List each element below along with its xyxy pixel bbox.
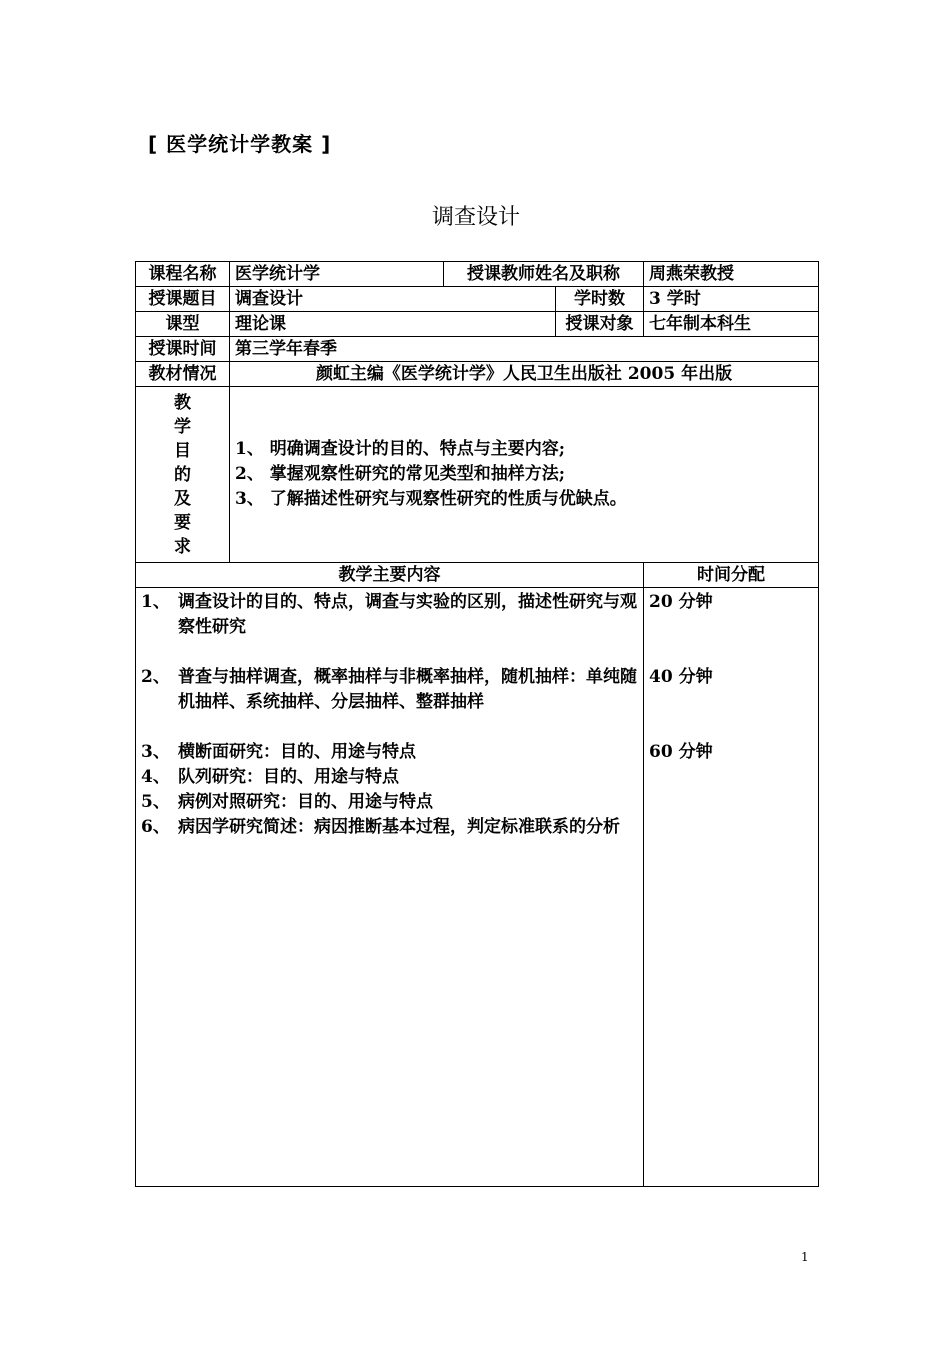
content-item-number: 4、 [141,767,170,787]
content-item-number: 1、 [141,592,170,612]
goals-label-char: 教 [174,392,191,413]
goals-list [230,387,819,563]
content-item-text: 普查与抽样调查，概率抽样与非概率抽样，随机抽样：单纯随机抽样、系统抽样、分层抽样、整群抽样 [178,667,637,712]
content-header: 教学主要内容 [136,563,644,588]
goals-label-char: 的 [174,464,191,485]
time-allocation-list [644,588,819,1187]
lesson-plan-table [135,261,819,1187]
content-item-text: 横断面研究：目的、用途与特点 [178,742,416,762]
content-item [141,665,638,715]
row-content [136,588,819,1187]
row-time [136,337,819,362]
time-allocation-header: 时间分配 [644,563,819,588]
teacher-value: 周燕荣教授 [644,262,819,287]
hours-value: 3 学时 [644,287,819,312]
course-name-label: 课程名称 [136,262,230,287]
content-item [141,790,638,815]
teacher-label: 授课教师姓名及职称 [444,262,644,287]
content-item-number: 5、 [141,792,170,812]
time-allocation-value: 60 分钟 [649,742,713,762]
content-item [141,765,638,790]
topic-value: 调查设计 [230,287,556,312]
goal-item: 3、 了解描述性研究与观察性研究的性质与优缺点。 [235,489,627,509]
row-textbook [136,362,819,387]
content-item-text: 病例对照研究：目的、用途与特点 [178,792,433,812]
type-label: 课型 [136,312,230,337]
content-item [141,740,638,765]
textbook-label: 教材情况 [136,362,230,387]
header-title: [ 医学统计学教案 ] [148,132,332,156]
content-item [141,590,638,640]
content-item-number: 6、 [141,817,170,837]
time-value: 第三学年春季 [230,337,819,362]
content-item-number: 3、 [141,742,170,762]
audience-value: 七年制本科生 [644,312,819,337]
row-topic [136,287,819,312]
content-item [141,815,638,840]
content-list [136,588,644,1187]
goals-label-char: 及 [174,488,191,509]
goal-item: 1、 明确调查设计的目的、特点与主要内容; [235,439,566,459]
textbook-value: 颜虹主编《医学统计学》人民卫生出版社 2005 年出版 [230,362,819,387]
time-allocation-value: 20 分钟 [649,592,713,612]
goals-label-char: 求 [174,536,191,557]
content-item-number: 2、 [141,667,170,687]
goals-label [136,387,230,563]
document-title: 调查设计 [431,205,520,230]
page-number: 1 [801,1250,809,1264]
type-value: 理论课 [230,312,556,337]
row-content-header [136,563,819,588]
row-course-name [136,262,819,287]
content-item-text: 调查设计的目的、特点，调查与实验的区别，描述性研究与观察性研究 [178,592,637,637]
hours-label: 学时数 [556,287,644,312]
goals-label-char: 要 [174,512,191,533]
course-name-value: 医学统计学 [230,262,444,287]
time-label: 授课时间 [136,337,230,362]
content-item-text: 队列研究：目的、用途与特点 [178,767,399,787]
content-item-text: 病因学研究简述：病因推断基本过程，判定标准联系的分析 [178,817,620,837]
audience-label: 授课对象 [556,312,644,337]
row-type [136,312,819,337]
goals-label-char: 学 [174,416,191,437]
row-goals [136,387,819,563]
topic-label: 授课题目 [136,287,230,312]
goals-label-char: 目 [174,440,191,461]
goal-item: 2、 掌握观察性研究的常见类型和抽样方法; [235,464,566,484]
time-allocation-value: 40 分钟 [649,667,713,687]
